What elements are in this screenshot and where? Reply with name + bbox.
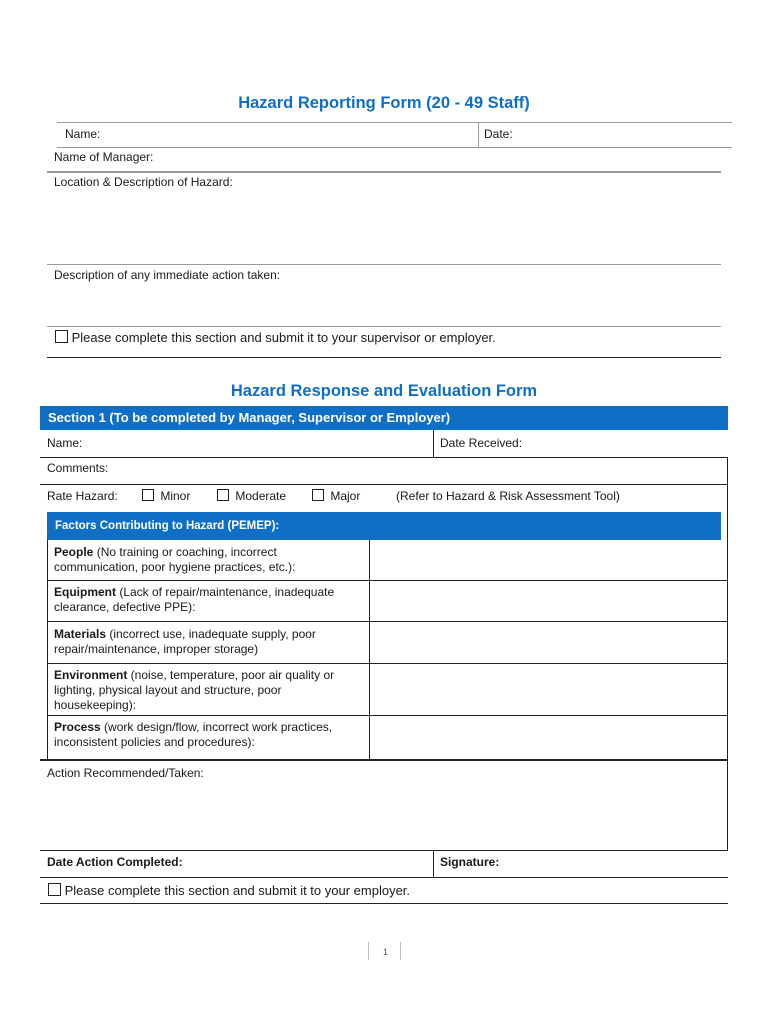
page-number: 1	[383, 947, 389, 957]
footer-divider	[368, 942, 369, 960]
divider	[40, 850, 728, 851]
divider	[40, 877, 728, 878]
response-title: Hazard Response and Evaluation Form	[230, 382, 538, 400]
divider	[47, 580, 728, 581]
divider	[47, 663, 728, 664]
immediate-action-label: Description of any immediate action taken:	[54, 268, 281, 282]
divider	[369, 540, 370, 760]
manager-label: Name of Manager:	[54, 150, 154, 164]
submit-note	[55, 330, 496, 345]
rate-note: (Refer to Hazard & Risk Assessment Tool)	[396, 489, 620, 503]
divider	[433, 430, 434, 457]
minor-checkbox[interactable]	[142, 489, 154, 501]
divider	[57, 147, 732, 148]
rate-hazard-label: Rate Hazard:	[47, 489, 118, 503]
factor-people: People (No training or coaching, incorrect communication, poor hygiene practices, etc.):	[54, 545, 296, 574]
rate-minor[interactable]	[142, 489, 190, 503]
divider	[57, 122, 732, 123]
rate-major[interactable]	[312, 489, 360, 503]
footer-divider	[400, 942, 401, 960]
divider	[47, 357, 721, 358]
form-title: Hazard Reporting Form (20 - 49 Staff)	[238, 94, 530, 112]
major-checkbox[interactable]	[312, 489, 324, 501]
moderate-label: Moderate	[235, 489, 287, 503]
divider	[47, 621, 728, 622]
factor-equipment: Equipment (Lack of repair/maintenance, inadequate clearance, defective PPE):	[54, 585, 335, 614]
divider	[40, 457, 728, 458]
divider	[478, 122, 479, 147]
location-label: Location & Description of Hazard:	[54, 175, 233, 189]
employer-submit-checkbox[interactable]	[48, 883, 61, 896]
employer-submit-note	[48, 883, 410, 898]
divider	[40, 903, 728, 904]
response-name-label: Name:	[47, 436, 83, 450]
employer-submit-text: Please complete this section and submit it to your employer.	[64, 883, 411, 898]
moderate-checkbox[interactable]	[217, 489, 229, 501]
factors-header: Factors Contributing to Hazard (PEMEP):	[47, 512, 721, 540]
date-completed-label: Date Action Completed:	[47, 855, 183, 869]
divider	[40, 484, 728, 485]
comments-label: Comments:	[47, 461, 109, 475]
date-label: Date:	[484, 127, 513, 141]
divider	[40, 759, 728, 761]
divider	[47, 540, 48, 760]
factor-environment: Environment (noise, temperature, poor air quality or lighting, physical layout and structure, poor housekeeping):	[54, 668, 335, 712]
factor-process: Process (work design/flow, incorrect work practices, inconsistent policies and procedures):	[54, 720, 333, 749]
divider	[433, 850, 434, 877]
divider	[47, 326, 721, 327]
action-recommended-label: Action Recommended/Taken:	[47, 766, 204, 780]
divider	[47, 715, 728, 716]
divider	[47, 171, 721, 173]
section-header: Section 1 (To be completed by Manager, Supervisor or Employer)	[40, 406, 728, 430]
name-label: Name:	[65, 127, 101, 141]
rate-moderate[interactable]	[217, 489, 286, 503]
submit-note-text: Please complete this section and submit it to your supervisor or employer.	[71, 330, 496, 345]
divider	[47, 264, 721, 265]
major-label: Major	[330, 489, 361, 503]
divider	[727, 457, 728, 851]
signature-label: Signature:	[440, 855, 500, 869]
minor-label: Minor	[160, 489, 191, 503]
factor-materials: Materials (incorrect use, inadequate supply, poor repair/maintenance, improper storage)	[54, 627, 316, 656]
date-received-label: Date Received:	[440, 436, 523, 450]
submit-checkbox[interactable]	[55, 330, 68, 343]
